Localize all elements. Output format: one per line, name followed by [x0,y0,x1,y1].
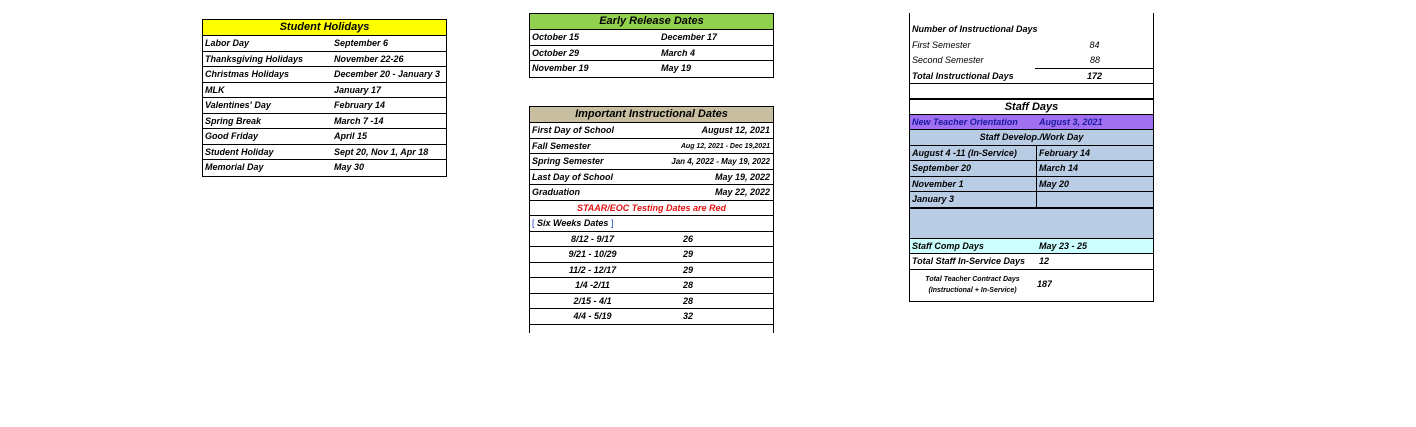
table-row: New Teacher Orientation August 3, 2021 [910,115,1153,131]
staff-days-title: Staff Days [910,99,1153,115]
instructional-dates-title: Important Instructional Dates [530,107,773,123]
table-row: Good Friday April 15 [203,129,446,145]
table-row: Graduation May 22, 2022 [530,185,773,201]
table-row: Labor Day September 6 [203,36,446,52]
table-row: Last Day of School May 19, 2022 [530,170,773,186]
table-row: Fall Semester Aug 12, 2021 - Dec 19,2021 [530,139,773,155]
staff-days-table [909,13,1154,302]
table-row: Spring Semester Jan 4, 2022 - May 19, 2022 [530,154,773,170]
table-row: Christmas Holidays December 20 - January 3 [203,67,446,83]
table-row: 9/21 - 10/29 29 [530,247,773,263]
instructional-days-title: Number of Instructional Days [912,24,1038,34]
table-row: 1/4 -2/11 28 [530,278,773,294]
bracket-close: ] [610,218,614,228]
table-row: Student Holiday Sept 20, Nov 1, Apr 18 [203,145,446,161]
table-row: First Semester 84 [912,39,1100,50]
table-row: 11/2 - 12/17 29 [530,263,773,279]
testing-note: STAAR/EOC Testing Dates are Red [530,201,773,217]
student-holidays-title: Student Holidays [203,20,446,36]
table-row: First Day of School August 12, 2021 [530,123,773,139]
student-holidays-table [202,19,447,177]
six-weeks-header: [ Six Weeks Dates ] [530,216,773,232]
staff-develop-header: Staff Develop./Work Day [910,130,1153,146]
table-row: October 15 December 17 [530,30,773,46]
table-row: November 1 May 20 [910,177,1153,193]
table-row: September 20 March 14 [910,161,1153,177]
bracket-open: [ [532,218,535,228]
table-row: Staff Comp Days May 23 - 25 [910,239,1153,255]
table-row: Second Semester 88 [910,53,1153,69]
table-row: Memorial Day May 30 [205,162,365,172]
table-row: October 29 March 4 [530,46,773,62]
instructional-dates-table [529,106,774,333]
table-row: Total Teacher Contract Days (Instructional + In-Service) 187 [925,275,1053,294]
table-row: Valentines' Day February 14 [203,98,446,114]
early-release-table [529,13,774,78]
early-release-title: Early Release Dates [530,14,773,30]
table-row: Spring Break March 7 -14 [203,114,446,130]
table-row: 4/4 - 5/19 32 [530,309,773,325]
table-row: August 4 -11 (In-Service) February 14 [910,146,1153,162]
table-row: 2/15 - 4/1 28 [530,294,773,310]
table-row: Total Staff In-Service Days 12 [910,254,1153,270]
table-row: November 19 May 19 [532,63,692,73]
table-row: January 3 [910,192,1153,208]
table-row: MLK January 17 [203,83,446,99]
table-row: 8/12 - 9/17 26 [530,232,773,248]
table-row: Thanksgiving Holidays November 22-26 [203,52,446,68]
table-row: Total Instructional Days 172 [910,69,1153,85]
